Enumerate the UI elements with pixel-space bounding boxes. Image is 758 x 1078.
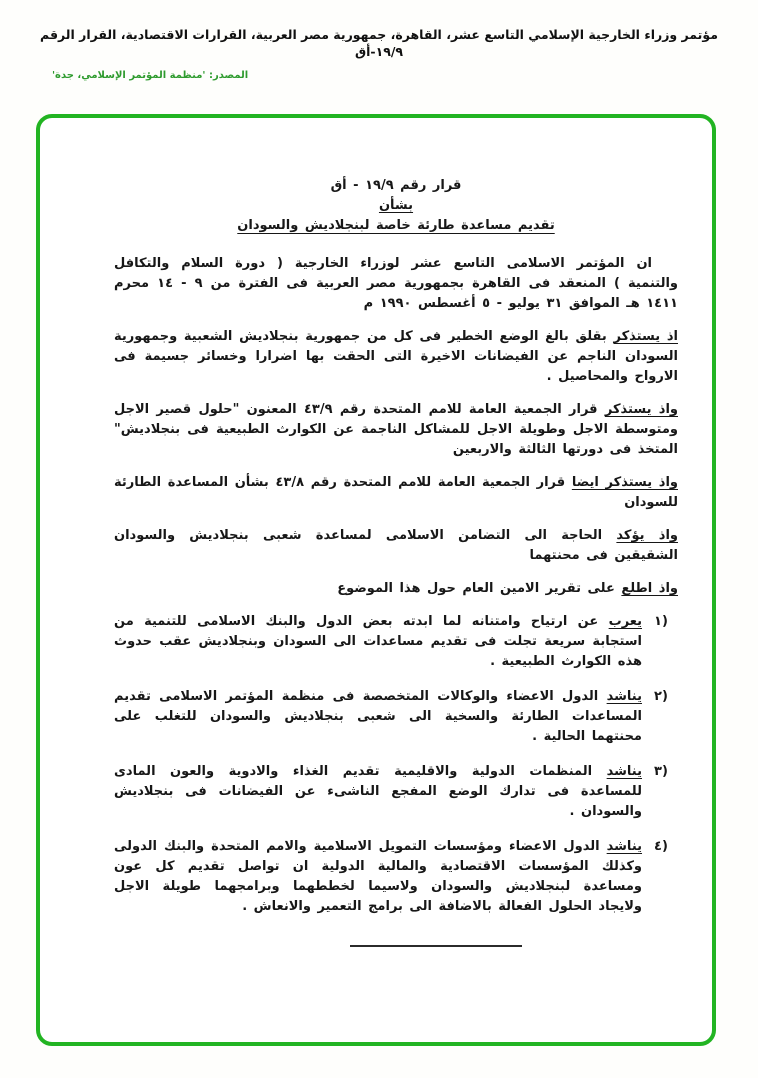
item-lead: يناشد bbox=[606, 689, 642, 704]
preamble-body: ان المؤتمر الاسلامى التاسع عشر لوزراء الخارجية ( دورة السلام والتكافل والتنمية ) المنعقد فى القاهرة بجمهورية مصر العربية فى الفترة من ٩ - ١٤ محرم ١٤١١ هـ الموافق ٣١ يوليو - ٥ أغسطس ١٩٩٠ م bbox=[114, 256, 678, 311]
preamble-paragraph-1 bbox=[114, 254, 678, 314]
item-body: المنظمات الدولية والاقليمية تقديم الغذاء والادوية والعون المادى للمساعدة فى تدارك الوضع المفجع الناشىء عن الفيضانات فى بنجلاديش والسودان . bbox=[114, 764, 642, 819]
preamble-paragraph-3 bbox=[114, 400, 678, 460]
item-body: الدول الاعضاء والوكالات المتخصصة فى منظمة المؤتمر الاسلامى تقديم المساعدات الطارئة والسخية الى شعبى بنجلاديش والسودان للتغلب على محنتهما الحالية . bbox=[114, 689, 642, 744]
preamble-paragraph-4 bbox=[114, 473, 678, 513]
item-lead: يناشد bbox=[606, 764, 642, 779]
item-text bbox=[114, 837, 642, 917]
item-text bbox=[114, 687, 642, 747]
item-body: عن ارتياح وامتنانه لما ابدته بعض الدول والبنك الاسلامى للتنمية من استجابة سريعة تجلت فى تقديم مساعدات الى السودان وبنجلاديش عقب حدوث هذه الكوارث الطبيعية . bbox=[114, 614, 642, 669]
preamble-paragraph-2 bbox=[114, 327, 678, 387]
item-text bbox=[114, 762, 642, 822]
page-header-title: مؤتمر وزراء الخارجية الإسلامي التاسع عشر، القاهرة، جمهورية مصر العربية، القرارات الاقتصادية، القرار الرقم ١٩/٩-أق bbox=[40, 27, 718, 59]
resolution-items bbox=[114, 612, 678, 917]
preamble-paragraph-5 bbox=[114, 526, 678, 566]
item-number: ٤) bbox=[654, 839, 668, 854]
item-number: ٢) bbox=[654, 689, 668, 704]
preamble-lead: واذ اطلع bbox=[621, 581, 678, 596]
preamble-body: قرار الجمعية العامة للامم المتحدة رقم ٤٣/٩ المعنون "حلول قصير الاجل ومتوسطة الاجل وطويلة الاجل للمشاكل الناجمة عن الكوارث الطبيعية فى بنجلاديش" المتخذ فى دورتها الثالثة والاربعين bbox=[114, 402, 678, 457]
preamble-body: على تقرير الامين العام حول هذا الموضوع bbox=[337, 581, 615, 596]
document-frame bbox=[36, 114, 716, 1046]
document-title-line2: بشأن bbox=[378, 198, 414, 213]
item-lead: يعرب bbox=[608, 614, 642, 629]
preamble-lead: واذ يؤكد bbox=[616, 528, 678, 543]
document-scan bbox=[114, 176, 678, 947]
document-title-line3: تقديم مساعدة طارئة خاصة لبنجلاديش والسودان bbox=[237, 218, 555, 233]
preamble-body: الحاجة الى التضامن الاسلامى لمساعدة شعبى بنجلاديش والسودان الشقيقين فى محنتهما bbox=[114, 528, 678, 563]
preamble-paragraph-6 bbox=[114, 579, 678, 599]
document-title-line1: قرار رقم ١٩/٩ - أق bbox=[330, 178, 462, 193]
preamble-lead: واذ يستذكر ايضا bbox=[571, 475, 678, 490]
preamble-body: قرار الجمعية العامة للامم المتحدة رقم ٤٣/٨ بشأن المساعدة الطارئة للسودان bbox=[114, 475, 678, 510]
preamble-lead: واذ يستذكر bbox=[604, 402, 678, 417]
document-title bbox=[114, 176, 678, 236]
item-number: ٣) bbox=[654, 764, 668, 779]
signature-divider bbox=[350, 945, 522, 947]
resolution-item-1 bbox=[114, 612, 678, 672]
resolution-item-2 bbox=[114, 687, 678, 747]
item-number: ١) bbox=[654, 614, 668, 629]
preamble-body: بقلق بالغ الوضع الخطير فى كل من جمهورية بنجلاديش الشعبية وجمهورية السودان الناجم عن الفيضانات الاخيرة التى الحقت بها اضرارا وخسائر جسيمة فى الارواح والمحاصيل . bbox=[114, 329, 678, 384]
item-text bbox=[114, 612, 642, 672]
item-lead: يناشد bbox=[606, 839, 643, 854]
source-line: المصدر: 'منظمة المؤتمر الإسلامي، جدة' bbox=[52, 70, 249, 81]
item-body: الدول الاعضاء ومؤسسات التمويل الاسلامية والامم المتحدة والبنك الدولى وكذلك المؤسسات الاقتصادية والمالية الدولية ان تواصل تقديم كل عون ومساعدة لبنجلاديش والسودان ولاسيما لخططهما وبرامجهما طويلة الاجل ولايجاد الحلول الفعالة بالاضافة الى برامج التعمير والانعاش . bbox=[114, 839, 642, 914]
resolution-item-4 bbox=[114, 837, 678, 917]
preamble-lead: اذ يستذكر bbox=[613, 329, 678, 344]
resolution-item-3 bbox=[114, 762, 678, 822]
